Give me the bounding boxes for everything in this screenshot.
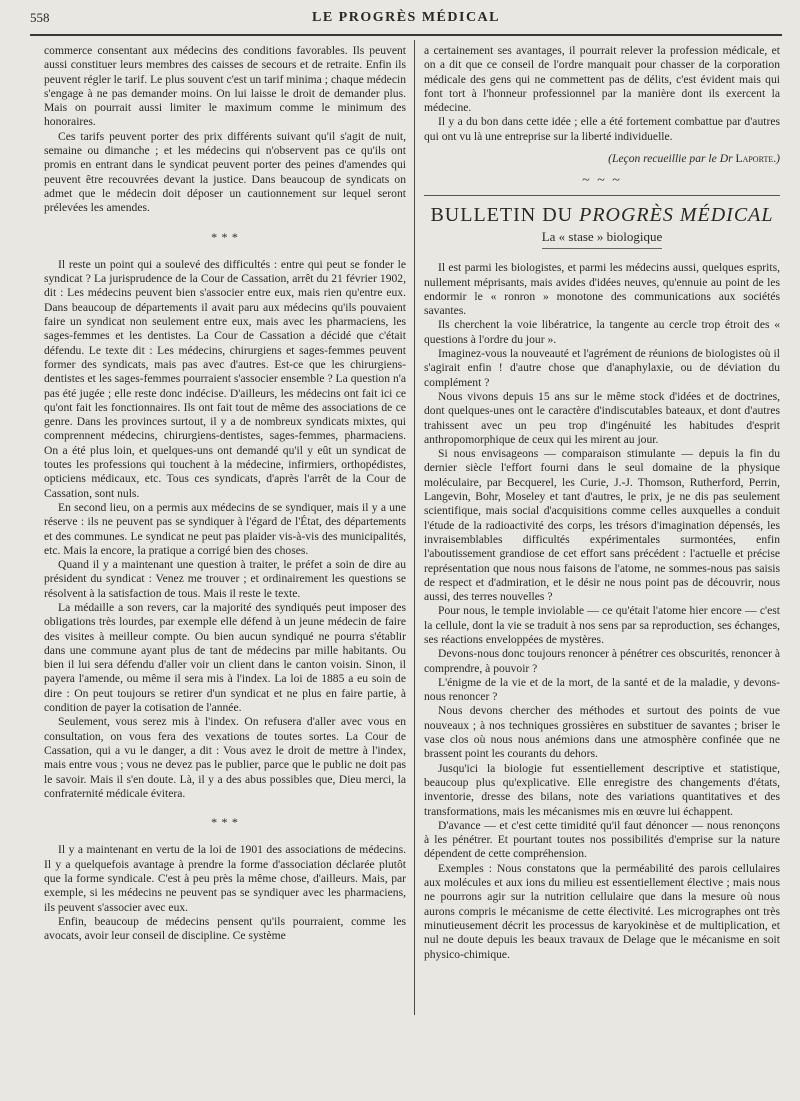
lecture-attribution: (Leçon recueillie par le Dr Laporte.)	[608, 152, 780, 166]
paragraph: La médaille a son revers, car la majorité des syndiqués peut imposer des obligations très lourdes, par exemple elle défend à un jeune médecin de faire des visites à meilleur compte. Ou bien aucun syndiqué ne pourra s'établir dans une commune ayant plus de tant de médecins par mille habitants. Ou bien il lui sera défendu d'aller voir un client dans le canton voisin. Sinon, il payera l'amende, ou même il sera mis à l'index. La loi de 1885 a eu soin de dire : On peut toujours se retirer d'un syndicat et ne plus en faire partie, à condition de payer la cotisation de l'année.	[44, 600, 406, 715]
paragraph: Il y a du bon dans cette idée ; elle a été fortement combattue par d'autres qui ont vu là une entreprise sur la liberté individuelle.	[424, 115, 780, 143]
paragraph: Exemples : Nous constatons que la perméabilité des parois cellulaires aux molécules et aux ions du milieu est essentiellement élective ; mais nous ne pourrons agir sur la nutrition cellulaire que dans la mesure où nous aurons compris le mécanisme de cette électivité. Les micrographes ont très minutieusement décrit les processus de karyokinèse et de multiplication, et nul ne doute depuis les beaux travaux de Delage que le mécanisme en soit physico-chimique.	[424, 861, 780, 961]
paragraph: Il est parmi les biologistes, et parmi les médecins aussi, quelques esprits, nullement méprisants, mais avides d'idées neuves, qu'ennuie au point de les endormir le « ronron » monotone des communications aux sociétés savantes.	[424, 261, 780, 318]
page-number: 558	[30, 10, 50, 25]
paragraph: Il y a maintenant en vertu de la loi de 1901 des associations de médecins. Il y a quelquefois avantage à prendre la forme d'association déclarée plutôt que la forme syndicale. C'est à peu près la même chose, d'ailleurs. Mais, par exemple, si les médecins ne peuvent pas se syndiquer avec les pharmaciens, ils peuvent s'associer avec eux.	[44, 843, 406, 914]
article-title-text: La « stase » biologique	[541, 228, 663, 244]
paragraph: En second lieu, on a permis aux médecins de se syndiquer, mais il y a une réserve : ils ne peuvent pas se syndiquer à l'égard de l'État, des départements et des communes. Le syndicat ne peut pas plaider vis-à-vis des municipalités, etc. Mais la encore, la pratique a corrigé bien des choses.	[44, 500, 406, 557]
article-title	[424, 230, 780, 249]
paragraph: commerce consentant aux médecins des conditions favorables. Ils peuvent aussi constituer leurs membres des caisses de secours et de retraite. Enfin ils peuvent régler le tarif. Le plus souvent c'est un tarif minima ; chaque médecin s'engage à ne pas demander moins. On lui laisse le droit de demander plus. Mais on pourrait aussi limiter le maximum comme le minimum des honoraires.	[44, 44, 406, 129]
paragraph: Ils cherchent la voie libératrice, la tangente au cercle trop étroit des « questions à l'ordre du jour ».	[424, 318, 780, 346]
bulletin-prefix: BULLETIN DU	[430, 203, 574, 226]
bulletin-heading	[424, 203, 780, 226]
title-underline	[542, 248, 662, 249]
paragraph: Nous vivons depuis 15 ans sur le même stock d'idées et de doctrines, dont quelques-unes ont le caractère d'indiscutables bateaux, et dont d'autres trahissent avec un peu trop d'ingénuité les habitudes d'esprit anthropomorphique de ceux qui les mirent au jour.	[424, 389, 780, 446]
paragraph: Nous devons chercher des méthodes et surtout des points de vue nouveaux ; à nos techniques grossières en substituer de savantes ; briser le vase clos où nous nous anémions dans une atmosphère confinée que ne brassent point les courants du dehors.	[424, 704, 780, 761]
section-rule	[424, 195, 780, 196]
paragraph: D'avance — et c'est cette timidité qu'il faut dénoncer — nous renonçons à les pénétrer. Et pourtant toutes nos possibilités d'emprise sur la nature dépendent de cette compréhension.	[424, 818, 780, 861]
right-column	[424, 44, 780, 1034]
attribution-prefix: (Leçon recueillie par le Dr	[608, 152, 733, 166]
ornament-divider: ~ ~ ~	[582, 173, 622, 189]
paragraph: L'énigme de la vie et de la mort, de la santé et de la maladie, y devons-nous renoncer ?	[424, 675, 780, 704]
page-header	[30, 10, 782, 32]
paragraph: Enfin, beaucoup de médecins pensent qu'ils pourraient, comme les avocats, avoir leur conseil de discipline. Ce système	[44, 914, 406, 943]
bulletin-journal: PROGRÈS MÉDICAL	[579, 203, 774, 226]
section-separator-stars: * * *	[211, 815, 239, 830]
paragraph: Jusqu'ici la biologie fut essentiellement descriptive et statistique, beaucoup plus qu'explicative. Elle enregistre des changements d'états, inventorie, dresse des bilans, note des variations quantitatives et des transformations, mais les mécanismes mis en œuvre lui échappent.	[424, 761, 780, 818]
column-divider	[414, 40, 415, 1015]
paragraph: Pour nous, le temple inviolable — ce qu'était l'atome hier encore — c'est la cellule, dont la vie se traduit à nos sens par sa reproduction, ses échanges, ses réactions enveloppées de mystères.	[424, 604, 780, 646]
journal-title: LE PROGRÈS MÉDICAL	[311, 10, 501, 25]
paragraph: Ces tarifs peuvent porter des prix différents suivant qu'il s'agit de nuit, semaine ou dimanche ; et les médecins qui n'observent pas ce qu'ils ont promis en entrant dans le syndicat peuvent porter des peines d'amendes qui peuvent être recouvrées devant la justice. Dans beaucoup de syndicats on admet que le médecin doit déposer un cautionnement sur lequel seront prélevées les amendes.	[44, 129, 406, 215]
paragraph: Il reste un point qui a soulevé des difficultés : entre qui peut se fonder le syndicat ? La jurisprudence de la Cour de Cassation, arrêt du 21 février 1902, dit : Les médecins peuvent bien s'associer entre eux, mais rien qu'entre eux. Dans beaucoup de départements il avait paru aux médecins qu'ils pouvaient faire un syndicat non seulement entre eux, mais avec les pharmaciens, les sages-femmes et les dentistes. La Cour de Cassation a décidé que c'était défendu. Le texte dit : Les médecins, chirurgiens et sages-femmes peuvent former des syndicats, mais pas avec d'autres. Est-ce que les chirurgiens-dentistes et les sages-femmes pourraient s'associer ensemble ? La question n'a pas été jugée ; elle reste donc indécise. D'ailleurs, les médecins ont fait ici ce qu'ont fait les fonctionnaires. Ils ont fait tout de même des associations de ce genre. Dans les provinces surtout, il y a de nombreux syndicats mixtes, qui comprennent médecins, chirurgiens-dentistes, sages-femmes, pharmaciens. On a été plus loin, et quelques-uns ont demandé qu'il y eût un syndicat de toutes les professions qui touchent à la médecine, infirmiers, orthopédistes, opticiens médicaux, etc. Tous ces syndicats, d'après l'arrêt de la Cour de Cassation, sont nuls.	[44, 257, 406, 500]
left-column	[44, 44, 406, 1044]
paragraph: Seulement, vous serez mis à l'index. On refusera d'aller avec vous en consultation, on vous fera des vexations de toutes sortes. La Cour de Cassation, qui a vu le danger, a dit : Vous avez le droit de mettre à l'index, mais entre vous ; vous ne devez pas le publier, parce que le public ne doit pas le savoir. Mais il s'en doute. Là, il y a des abus possibles que, Dieu merci, la confraternité médicale évitera.	[44, 715, 406, 800]
section-separator-stars: * * *	[211, 229, 239, 244]
paragraph: Quand il y a maintenant une question à traiter, le préfet a soin de dire au président du syndicat : Venez me trouver ; et ordinairement les questions se résolvent à la satisfaction de tous. Mais il reste le texte.	[44, 558, 406, 600]
paragraph: Devons-nous donc toujours renoncer à pénétrer ces obscurités, renoncer à comprendre, à pouvoir ?	[424, 647, 780, 675]
paragraph: Imaginez-vous la nouveauté et l'agrément de réunions de biologistes où il s'agirait enfin ! d'autre chose que d'anaphylaxie, ou de déviation du complément ?	[424, 347, 780, 389]
author-name: Laporte.	[735, 152, 777, 166]
header-rule	[30, 34, 782, 36]
paragraph: a certainement ses avantages, il pourrait relever la profession médicale, et on a dit que ce conseil de l'ordre manquait pour chasser de la corporation médicale des gens qui ne commettent pas de délits, c'est évident mais qui font tort à l'honneur professionnel par la manière dont ils exercent la médecine.	[424, 44, 780, 115]
paragraph: Si nous envisageons — comparaison stimulante — depuis la fin du dernier siècle l'effort fourni dans le seul domaine de la physique moléculaire, par Becquerel, les Curie, J.-J. Thomson, Rutherford, Perrin, Langevin, Bohr, Moseley et tant d'autres, le prix, je ne dis pas seulement scientifique, mais social d'acquisitions comme celles auxquelles a conduit l'étude de la radioactivité des corps, les trésors d'imagination dépensés, les invraisemblables difficultés expérimentales surmontées, enfin l'aboutissement grandiose de cet effort sans précédent : l'actuelle et précise représentation que nous nous faisons de l'atome, ne sommes-nous pas saisis de respect et d'admiration, et le désir ne nous point pas de découvrir, nous aussi, des terres nouvelles ?	[424, 447, 780, 604]
